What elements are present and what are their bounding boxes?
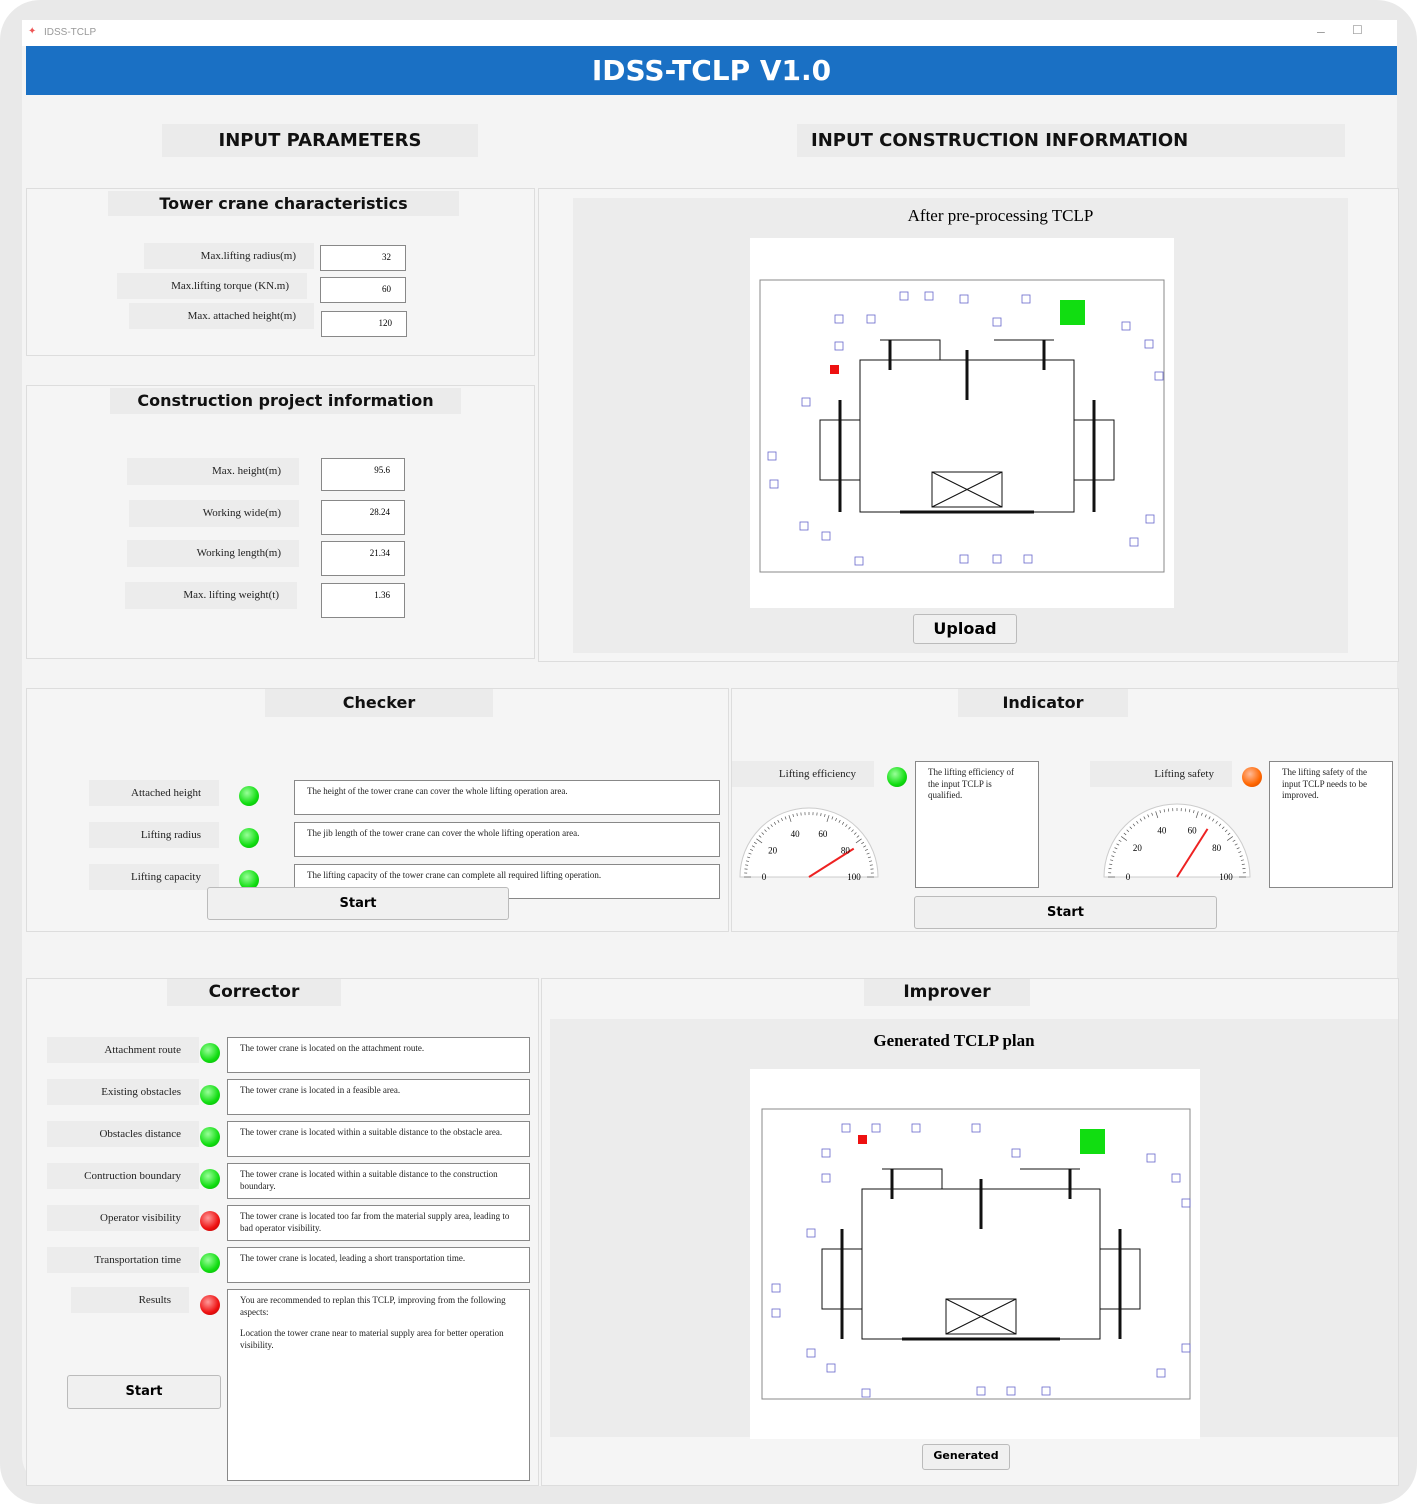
- material-supply-marker: [1042, 1387, 1050, 1395]
- max-lifting-torque-input[interactable]: 60: [320, 277, 406, 303]
- gauge-tick-label: 40: [790, 829, 800, 840]
- generated-button[interactable]: Generated: [922, 1444, 1010, 1470]
- checker-row-status-light: [239, 828, 259, 848]
- lifting-efficiency-gauge: [738, 807, 880, 883]
- gauge-tick-label: 0: [1125, 872, 1131, 882]
- material-supply-marker: [993, 555, 1001, 563]
- input-parameters-heading: INPUT PARAMETERS: [162, 124, 478, 157]
- corrector-row-status-light: [200, 1127, 220, 1147]
- material-supply-marker: [770, 480, 778, 488]
- corrector-row-label: Operator visibility: [47, 1205, 199, 1231]
- checker-panel: [26, 688, 729, 932]
- generated-floor-plan-drawing: [750, 1069, 1200, 1439]
- site-boundary: [762, 1109, 1190, 1399]
- tower-crane-heading: Tower crane characteristics: [108, 191, 459, 216]
- gauge-tick-label: 100: [847, 872, 861, 882]
- gauge-tick-label: 80: [840, 845, 850, 856]
- preprocessed-tclp-image: [750, 238, 1174, 608]
- corrector-row-label: Transportation time: [47, 1247, 199, 1273]
- maximize-button[interactable]: ☐: [1352, 23, 1363, 37]
- checker-row-text: The lifting capacity of the tower crane can complete all required lifting operation.: [294, 864, 720, 899]
- material-supply-marker: [993, 318, 1001, 326]
- tower-crane-panel: [26, 188, 535, 356]
- material-supply-marker: [1130, 538, 1138, 546]
- max-lifting-radius-input[interactable]: 32: [320, 245, 406, 271]
- indicator-panel: [731, 688, 1399, 932]
- building-outline: [822, 1169, 1140, 1339]
- generated-tclp-image: [750, 1069, 1200, 1439]
- material-supply-marker: [800, 522, 808, 530]
- checker-row-label: Lifting capacity: [89, 864, 219, 890]
- max-attached-height-label: Max. attached height(m): [129, 303, 314, 329]
- gauge-tick-label: 60: [818, 829, 828, 840]
- floor-plan-drawing: [750, 238, 1174, 608]
- lifting-safety-status-light: [1242, 767, 1262, 787]
- working-length-input[interactable]: 21.34: [321, 541, 405, 576]
- checker-row-text: The jib length of the tower crane can cover the whole lifting operation area.: [294, 822, 720, 857]
- material-supply-marker: [872, 1124, 880, 1132]
- corrector-row-label: Attachment route: [47, 1037, 199, 1063]
- tower-crane-marker: [1080, 1129, 1105, 1154]
- material-supply-marker: [768, 452, 776, 460]
- checker-row-text: The height of the tower crane can cover the whole lifting operation area.: [294, 780, 720, 815]
- material-supply-marker: [835, 342, 843, 350]
- max-lifting-radius-label: Max.lifting radius(m): [144, 243, 314, 269]
- lifting-safety-text: The lifting safety of the input TCLP needs to be improved.: [1269, 761, 1393, 888]
- gauge-tick-label: 100: [1219, 872, 1233, 882]
- corrector-row-text: The tower crane is located within a suitable distance to the obstacle area.: [227, 1121, 530, 1157]
- corrector-row-text: The tower crane is located, leading a short transportation time.: [227, 1247, 530, 1283]
- material-supply-marker: [772, 1309, 780, 1317]
- gauge-tick-label: 20: [1132, 843, 1142, 854]
- corrector-row-text: The tower crane is located on the attachment route.: [227, 1037, 530, 1073]
- window-title: IDSS-TCLP: [44, 27, 97, 38]
- material-supply-marker: [1147, 1154, 1155, 1162]
- app-icon: ✦: [28, 26, 37, 37]
- app-banner: IDSS-TCLP V1.0: [26, 46, 1397, 95]
- material-supply-marker: [855, 557, 863, 565]
- material-supply-marker: [960, 555, 968, 563]
- material-supply-marker: [912, 1124, 920, 1132]
- corrector-row-text: The tower crane is located in a feasible area.: [227, 1079, 530, 1115]
- working-wide-input[interactable]: 28.24: [321, 500, 405, 535]
- material-supply-marker: [867, 315, 875, 323]
- material-supply-marker: [900, 292, 908, 300]
- max-lifting-torque-label: Max.lifting torque (KN.m): [117, 273, 307, 299]
- material-supply-marker: [802, 398, 810, 406]
- gauge-face: [1104, 804, 1250, 877]
- material-supply-marker: [1157, 1369, 1165, 1377]
- material-supply-marker: [972, 1124, 980, 1132]
- material-supply-marker: [1146, 515, 1154, 523]
- material-supply-marker: [1145, 340, 1153, 348]
- corrector-row-status-light: [200, 1211, 220, 1231]
- material-supply-marker: [1007, 1387, 1015, 1395]
- improver-heading: Improver: [864, 979, 1030, 1006]
- results-text-recommendation: Location the tower crane near to material supply area for better operation visibility.: [240, 1328, 504, 1351]
- material-supply-marker: [977, 1387, 985, 1395]
- material-supply-marker: [1182, 1199, 1190, 1207]
- corrector-row-text: The tower crane is located within a suitable distance to the construction boundary.: [227, 1163, 530, 1199]
- gauge-tick-label: 0: [761, 872, 767, 882]
- results-text: [227, 1289, 530, 1481]
- corrector-row-label: Contruction boundary: [47, 1163, 199, 1189]
- results-text-summary: You are recommended to replan this TCLP, improving from the following aspects:: [240, 1295, 506, 1317]
- lifting-efficiency-label: Lifting efficiency: [732, 761, 874, 787]
- corrector-row-text: The tower crane is located too far from the material supply area, leading to bad operator visibility.: [227, 1205, 530, 1241]
- project-info-heading: Construction project information: [110, 388, 461, 414]
- material-supply-marker: [807, 1349, 815, 1357]
- checker-start-button[interactable]: Start: [207, 887, 509, 920]
- gauge-tick-label: 80: [1212, 843, 1222, 854]
- material-supply-marker: [925, 292, 933, 300]
- gauge-tick-label: 20: [768, 845, 778, 856]
- lifting-efficiency-status-light: [887, 767, 907, 787]
- results-label: Results: [71, 1287, 189, 1313]
- checker-row-label: Attached height: [89, 780, 219, 806]
- max-height-input[interactable]: 95.6: [321, 458, 405, 491]
- corrector-panel: [26, 978, 539, 1486]
- material-supply-marker: [1182, 1344, 1190, 1352]
- material-supply-marker: [835, 315, 843, 323]
- material-supply-marker: [1172, 1174, 1180, 1182]
- corrector-row-status-light: [200, 1253, 220, 1273]
- construction-info-heading: INPUT CONSTRUCTION INFORMATION: [797, 124, 1345, 157]
- gauge-tick-label: 40: [1157, 825, 1167, 836]
- tower-crane-marker: [1060, 300, 1085, 325]
- results-status-light: [200, 1295, 220, 1315]
- material-supply-marker: [827, 1364, 835, 1372]
- improver-panel: [541, 978, 1399, 1486]
- max-attached-height-input[interactable]: 120: [321, 311, 407, 337]
- corrector-row-label: Obstacles distance: [47, 1121, 199, 1147]
- building-outline: [820, 340, 1114, 512]
- corrector-row-status-light: [200, 1043, 220, 1063]
- generated-tclp-title: Generated TCLP plan: [873, 1031, 1035, 1050]
- material-supply-marker: [1022, 295, 1030, 303]
- corrector-start-button[interactable]: Start: [67, 1375, 221, 1409]
- indicator-start-button[interactable]: Start: [914, 896, 1217, 929]
- material-supply-marker: [1155, 372, 1163, 380]
- preprocessed-tclp-title: After pre-processing TCLP: [907, 206, 1094, 225]
- material-supply-marker: [822, 1149, 830, 1157]
- site-boundary: [760, 280, 1164, 572]
- material-supply-marker: [822, 532, 830, 540]
- lifting-efficiency-text: The lifting efficiency of the input TCLP is qualified.: [915, 761, 1039, 888]
- title-bar: [22, 20, 1397, 46]
- material-supply-marker: [1012, 1149, 1020, 1157]
- gauge-tick-label: 60: [1187, 825, 1197, 836]
- max-lifting-weight-label: Max. lifting weight(t): [125, 582, 297, 609]
- project-info-panel: [26, 385, 535, 659]
- material-supply-marker: [772, 1284, 780, 1292]
- material-supply-marker: [807, 1229, 815, 1237]
- construction-info-inner: [573, 198, 1348, 653]
- max-height-label: Max. height(m): [127, 458, 299, 485]
- lifting-safety-label: Lifting safety: [1090, 761, 1232, 787]
- indicator-heading: Indicator: [958, 689, 1128, 717]
- material-supply-marker: [842, 1124, 850, 1132]
- lifting-safety-gauge: [1102, 801, 1252, 883]
- corrector-heading: Corrector: [167, 979, 341, 1006]
- max-lifting-weight-input[interactable]: 1.36: [321, 583, 405, 618]
- red-point-marker: [830, 365, 839, 374]
- material-supply-marker: [960, 295, 968, 303]
- corrector-row-status-light: [200, 1085, 220, 1105]
- construction-info-panel: [538, 188, 1399, 662]
- checker-row-label: Lifting radius: [89, 822, 219, 848]
- material-supply-marker: [862, 1389, 870, 1397]
- upload-button[interactable]: Upload: [913, 614, 1017, 644]
- improver-inner: [550, 1019, 1398, 1437]
- working-wide-label: Working wide(m): [129, 500, 299, 527]
- material-supply-marker: [822, 1174, 830, 1182]
- corrector-row-label: Existing obstacles: [47, 1079, 199, 1105]
- corrector-row-status-light: [200, 1169, 220, 1189]
- checker-heading: Checker: [265, 689, 493, 717]
- red-point-marker: [858, 1135, 867, 1144]
- material-supply-marker: [1122, 322, 1130, 330]
- gauge-face: [740, 808, 878, 877]
- material-supply-marker: [1024, 555, 1032, 563]
- checker-row-status-light: [239, 786, 259, 806]
- working-length-label: Working length(m): [127, 540, 299, 567]
- minimize-button[interactable]: –: [1317, 23, 1325, 39]
